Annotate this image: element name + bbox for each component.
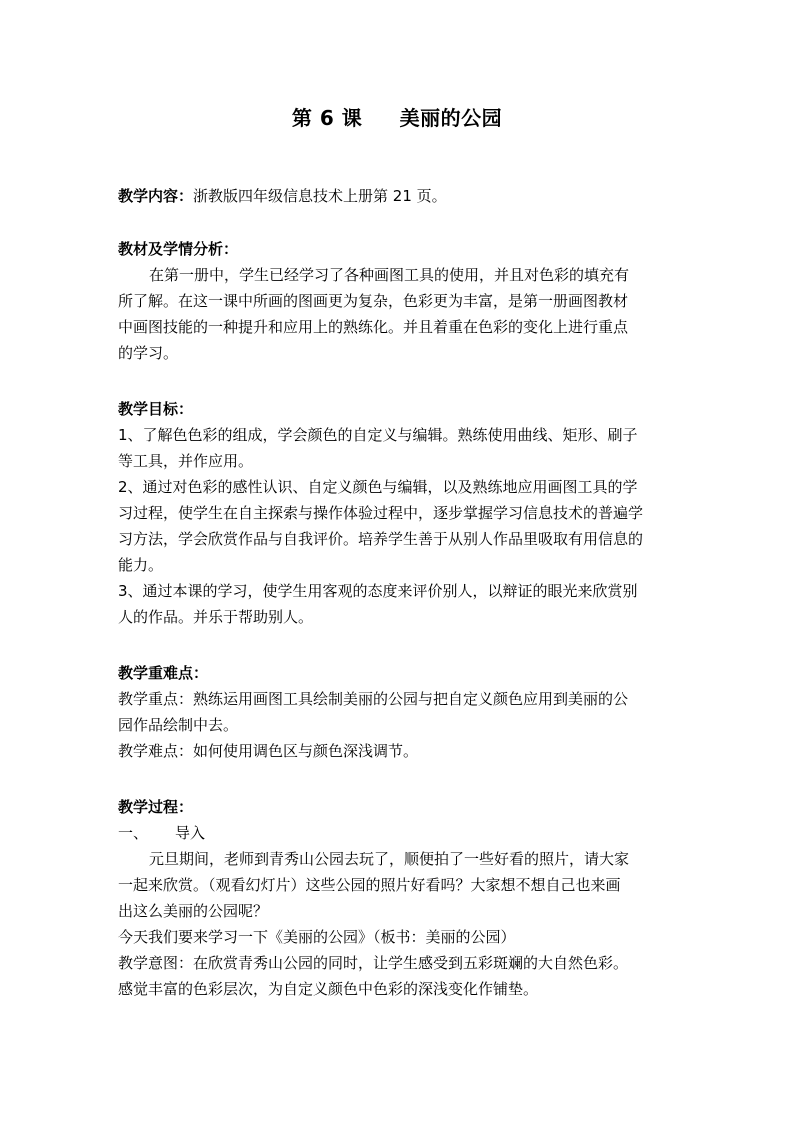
goal-line: 习方法，学会欣赏作品与自我评价。培养学生善于从别人作品里吸取有用信息的 — [118, 530, 644, 548]
keypoint-line: 园作品绘制中去。 — [118, 716, 239, 734]
goal-line: 习过程，使学生在自主探索与操作体验过程中，逐步掌握学习信息技术的普遍学 — [118, 504, 644, 522]
analysis-heading: 教材及学情分析： — [118, 240, 239, 258]
goal-line: 1、了解色色彩的组成，学会颜色的自定义与编辑。熟练使用曲线、矩形、刷子 — [118, 426, 638, 444]
teaching-content-text: 浙教版四年级信息技术上册第 21 页。 — [193, 187, 447, 205]
analysis-line: 在第一册中，学生已经学习了各种画图工具的使用，并且对色彩的填充有 — [149, 266, 630, 284]
analysis-line: 的学习。 — [118, 344, 179, 362]
goals-heading: 教学目标： — [118, 400, 194, 418]
process-step-heading — [118, 820, 678, 846]
process-line: 元旦期间，老师到青秀山公园去玩了，顺便拍了一些好看的照片，请大家 — [149, 850, 630, 868]
process-line: 出这么美丽的公园呢？ — [118, 902, 269, 920]
goal-line: 等工具，并作应用。 — [118, 452, 254, 470]
teaching-content-label: 教学内容： — [118, 187, 194, 205]
process-line: 一起来欣赏。（观看幻灯片）这些公园的照片好看吗？大家想不想自己也来画 — [118, 876, 621, 894]
teaching-content-line — [118, 183, 678, 209]
step-number: 一、 — [118, 824, 149, 842]
goal-line: 3、通过本课的学习，使学生用客观的态度来评价别人，以辩证的眼光来欣赏别 — [118, 582, 638, 600]
goal-line: 能力。 — [118, 556, 164, 574]
analysis-line: 所了解。在这一课中所画的图画更为复杂，色彩更为丰富，是第一册画图教材 — [118, 292, 629, 310]
analysis-line: 中画图技能的一种提升和应用上的熟练化。并且着重在色彩的变化上进行重点 — [118, 318, 629, 336]
process-line: 教学意图：在欣赏青秀山公园的同时，让学生感受到五彩斑斓的大自然色彩。 — [118, 954, 629, 972]
process-line: 感觉丰富的色彩层次，为自定义颜色中色彩的深浅变化作铺垫。 — [118, 980, 539, 998]
keypoint-line: 教学难点：如何使用调色区与颜色深浅调节。 — [118, 742, 419, 760]
process-line: 今天我们要来学习一下《美丽的公园》（板书：美丽的公园） — [118, 928, 516, 946]
goal-line: 人的作品。并乐于帮助别人。 — [118, 608, 314, 626]
goal-line: 2、通过对色彩的感性认识、自定义颜色与编辑，以及熟练地应用画图工具的学 — [118, 478, 638, 496]
keypoint-line: 教学重点：熟练运用画图工具绘制美丽的公园与把自定义颜色应用到美丽的公 — [118, 690, 629, 708]
keypoints-heading: 教学重难点： — [118, 664, 209, 682]
lesson-title: 第 6 课 美丽的公园 — [291, 106, 503, 130]
process-heading: 教学过程： — [118, 798, 194, 816]
step-title: 导入 — [175, 824, 206, 842]
